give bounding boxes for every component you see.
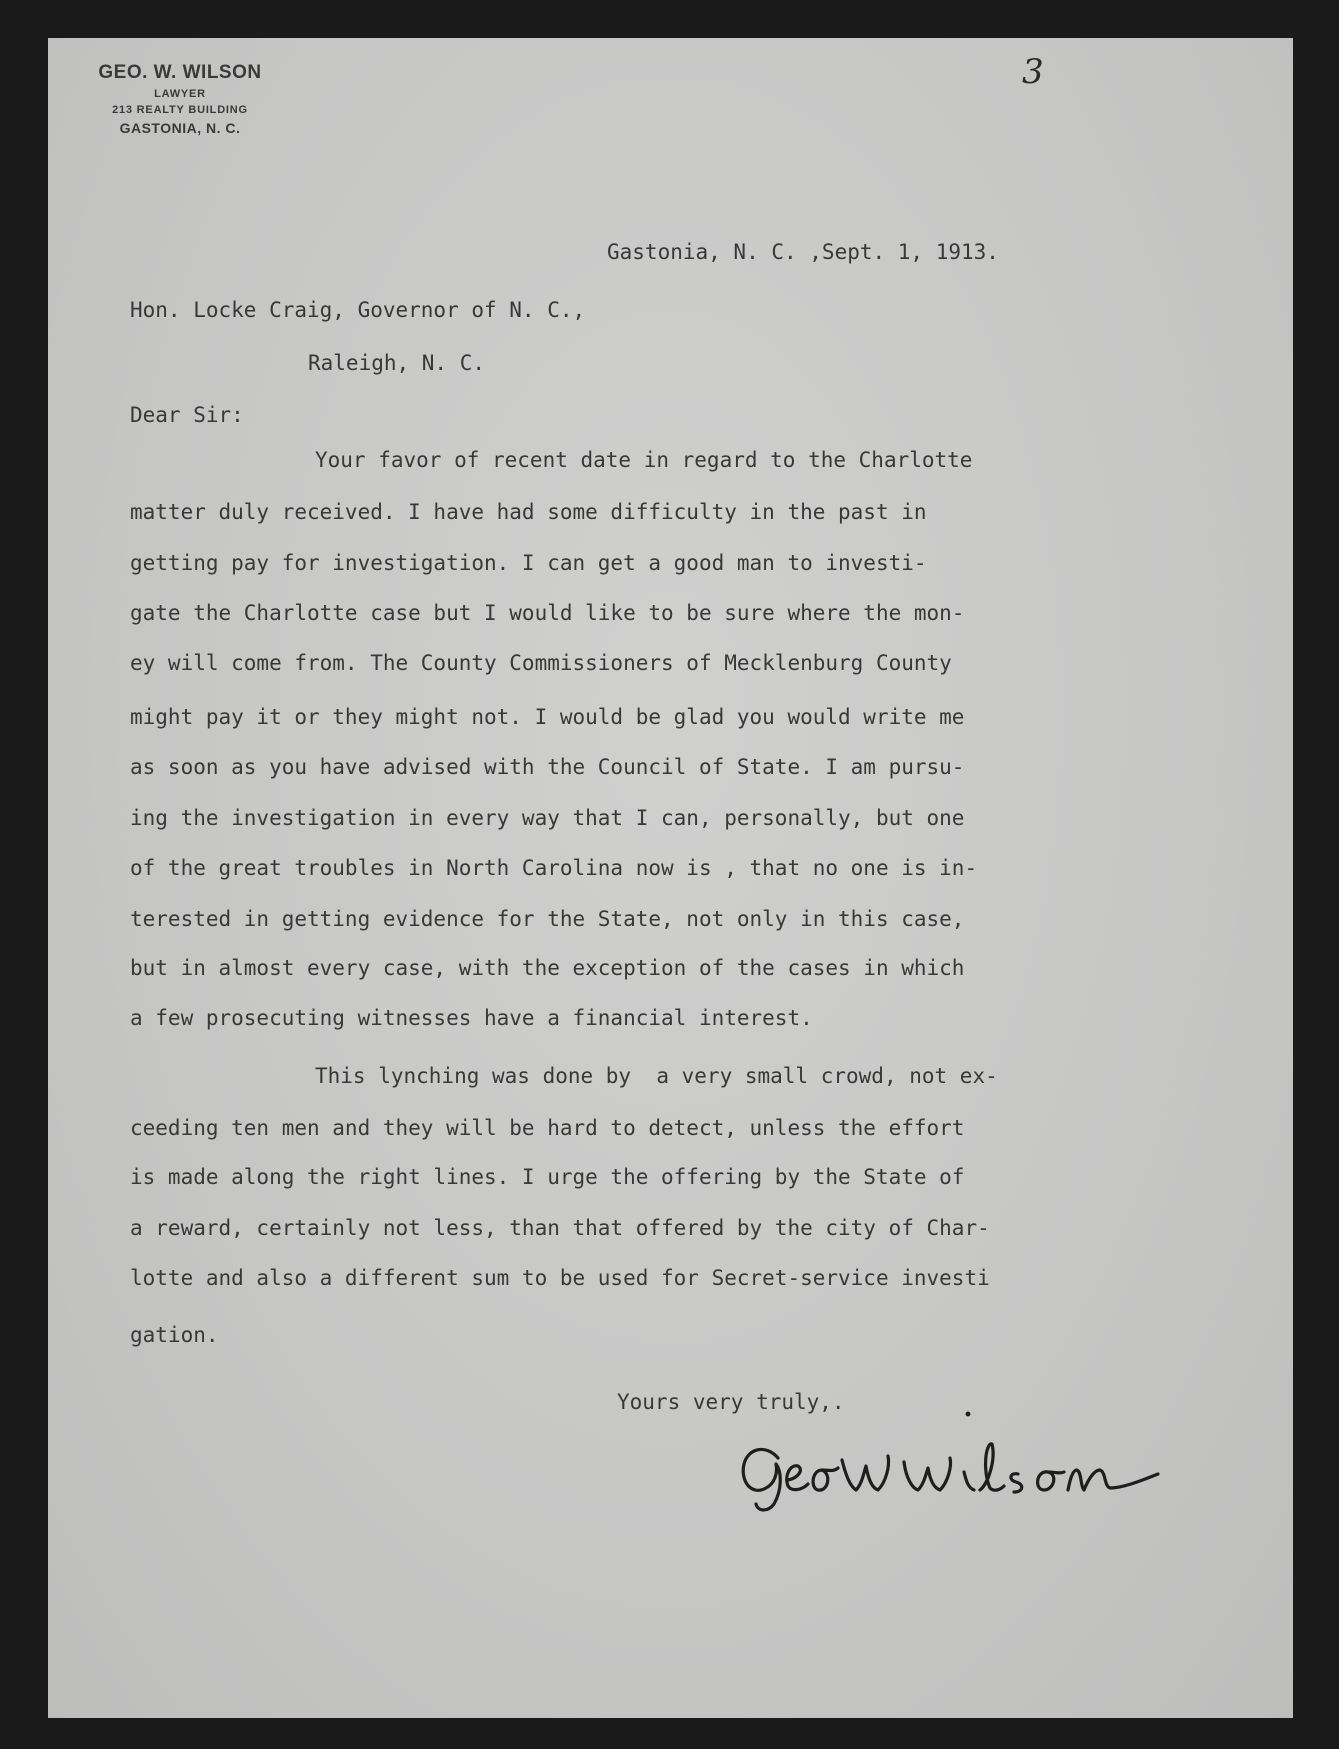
- signature: [718, 1400, 1208, 1520]
- body-line: gate the Charlotte case but I would like to be sure where the mon-: [130, 601, 965, 625]
- body-line: but in almost every case, with the exception of the cases in which: [130, 956, 965, 980]
- body-line: lotte and also a different sum to be used for Secret-service investi: [130, 1266, 990, 1290]
- body-line: a few prosecuting witnesses have a financial interest.: [130, 1006, 813, 1030]
- body-line: Your favor of recent date in regard to the Charlotte: [315, 448, 973, 472]
- letterhead: [60, 62, 300, 136]
- dateline: Gastonia, N. C. ,Sept. 1, 1913.: [607, 240, 999, 264]
- recipient-line-2: Raleigh, N. C.: [308, 351, 486, 375]
- body-line: of the great troubles in North Carolina now is , that no one is in-: [130, 856, 978, 880]
- body-line: might pay it or they might not. I would be glad you would write me: [130, 705, 965, 729]
- recipient-line-1: Hon. Locke Craig, Governor of N. C.,: [130, 298, 586, 322]
- body-line: terested in getting evidence for the State, not only in this case,: [130, 907, 965, 931]
- body-line: is made along the right lines. I urge the offering by the State of: [130, 1165, 965, 1189]
- letterhead-city: GASTONIA, N. C.: [119, 120, 241, 136]
- body-line: a reward, certainly not less, than that offered by the city of Char-: [130, 1216, 990, 1240]
- salutation: Dear Sir:: [130, 403, 244, 427]
- letterhead-building: 213 REALTY BUILDING: [112, 104, 248, 116]
- letterhead-name: GEO. W. WILSON: [98, 62, 262, 83]
- body-line: ey will come from. The County Commissioners of Mecklenburg County: [130, 651, 952, 675]
- body-line: ceeding ten men and they will be hard to detect, unless the effort: [130, 1116, 965, 1140]
- body-line: ing the investigation in every way that I can, personally, but one: [130, 806, 965, 830]
- body-line: gation.: [130, 1323, 219, 1347]
- body-line: as soon as you have advised with the Council of State. I am pursu-: [130, 755, 965, 779]
- letterhead-title: LAWYER: [154, 88, 206, 100]
- body-line: matter duly received. I have had some difficulty in the past in: [130, 500, 927, 524]
- body-line: This lynching was done by a very small crowd, not ex-: [315, 1064, 998, 1088]
- page-number: 3: [1022, 52, 1044, 92]
- body-line: getting pay for investigation. I can get a good man to investi-: [130, 551, 927, 575]
- closing: Yours very truly,.: [617, 1390, 845, 1414]
